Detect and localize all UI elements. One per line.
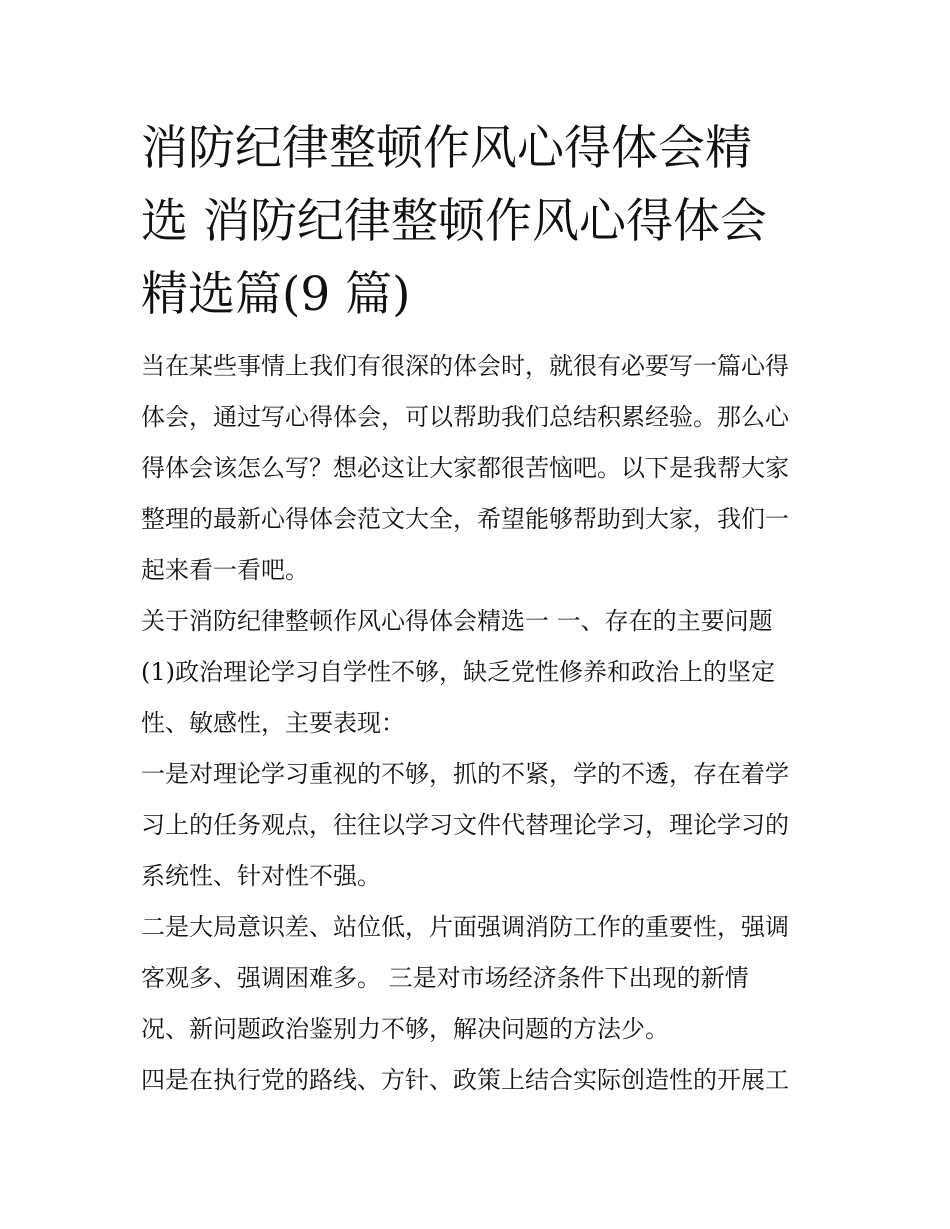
text-line: 关于消防纪律整顿作风心得体会精选一 一、存在的主要问题 xyxy=(141,607,773,635)
text-line: 一是对理论学习重视的不够，抓的不紧，学的不透，存在着学 xyxy=(141,760,789,788)
text-line: 四是在执行党的路线、方针、政策上结合实际创造性的开展工 xyxy=(141,1066,789,1094)
text-line: 客观多、强调困难多。 三是对市场经济条件下出现的新情 xyxy=(141,964,749,992)
title-line: 精选篇(9 篇) xyxy=(141,267,411,322)
title-line: 消防纪律整顿作风心得体会精 xyxy=(141,121,752,176)
text-line: 况、新问题政治鉴别力不够，解决问题的方法少。 xyxy=(141,1015,669,1043)
text-line: 系统性、针对性不强。 xyxy=(141,862,381,890)
text-line: 性、敏感性，主要表现： xyxy=(141,709,405,737)
document-body xyxy=(141,112,813,1106)
text-line: 当在某些事情上我们有很深的体会时，就很有必要写一篇心得 xyxy=(141,352,789,380)
point-two-three-paragraph xyxy=(141,902,813,1055)
text-line: 二是大局意识差、站位低，片面强调消防工作的重要性，强调 xyxy=(141,913,789,941)
point-one-paragraph xyxy=(141,749,813,902)
text-line: 整理的最新心得体会范文大全，希望能够帮助到大家，我们一 xyxy=(141,505,789,533)
problem-1-paragraph xyxy=(141,647,813,749)
text-line: 起来看一看吧。 xyxy=(141,556,309,584)
point-four-paragraph xyxy=(141,1055,813,1106)
text-line: 体会，通过写心得体会，可以帮助我们总结积累经验。那么心 xyxy=(141,403,789,431)
document-title xyxy=(141,112,813,331)
text-line: (1)政治理论学习自学性不够，缺乏党性修养和政治上的坚定 xyxy=(141,658,775,686)
intro-paragraph xyxy=(141,341,813,596)
title-line: 选 消防纪律整顿作风心得体会 xyxy=(141,194,767,249)
text-line: 习上的任务观点，往往以学习文件代替理论学习，理论学习的 xyxy=(141,811,789,839)
section-heading-paragraph xyxy=(141,596,813,647)
text-line: 得体会该怎么写？想必这让大家都很苦恼吧。以下是我帮大家 xyxy=(141,454,789,482)
